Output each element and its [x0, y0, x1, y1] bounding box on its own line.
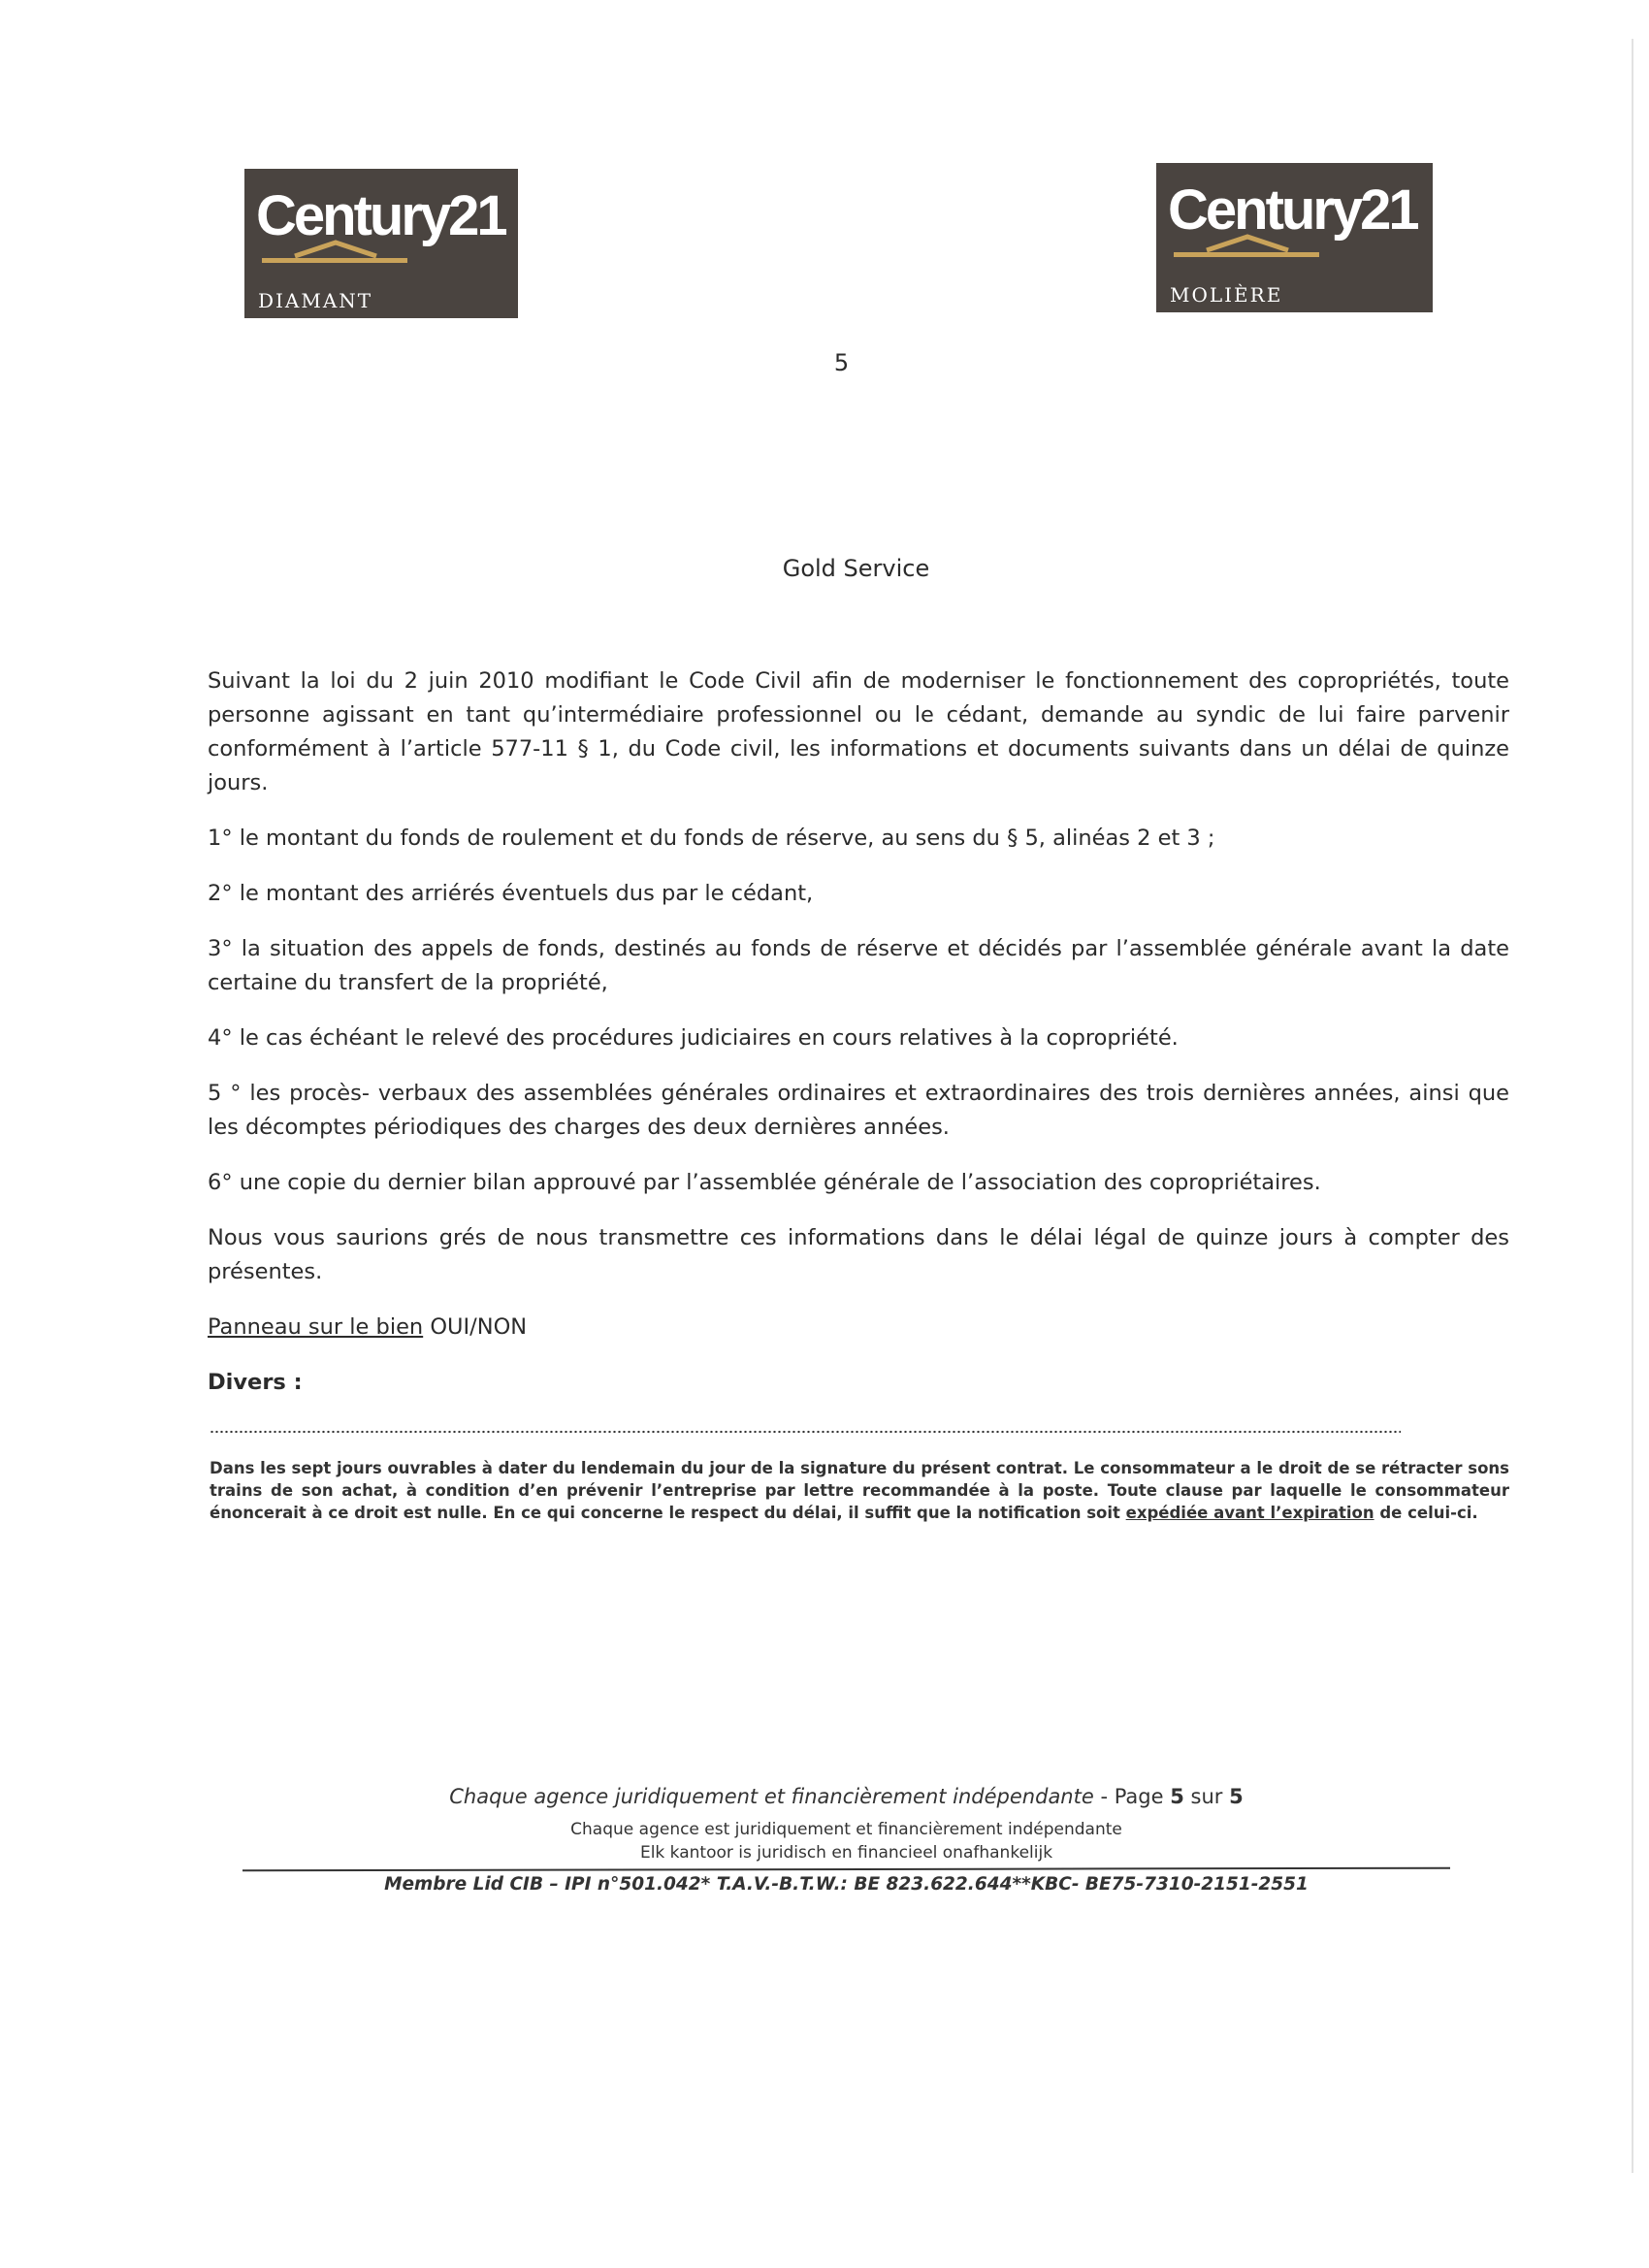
- panneau-label: Panneau sur le bien: [208, 1314, 424, 1340]
- page-number: 5: [833, 349, 850, 376]
- closing-paragraph: Nous vous saurions grés de nous transmettre ces informations dans le délai légal de quinze jours à compter des présentes.: [208, 1225, 1509, 1284]
- scan-edge-mark: [1632, 39, 1633, 2173]
- century21-logo-mark: [1168, 169, 1420, 266]
- footer-page-current: 5: [1170, 1785, 1184, 1808]
- logo-accent-bar: [262, 258, 407, 263]
- century21-diamant-logo: [244, 169, 518, 318]
- dotted-separator: [210, 1430, 1401, 1434]
- legal-text-before: Dans les sept jours ouvrables à dater du lendemain du jour de la signature du présent contrat. Le consommateur a le droit de se rétracter sons trains de son achat, à condition d’en prévenir l’entreprise par lettre recommandée à la poste. Toute clause par laquelle le consommateur énoncerait à ce droit est nulle. En ce qui concerne le respect du délai, il suffit que la notification soit: [210, 1459, 1509, 1522]
- intro-paragraph: Suivant la loi du 2 juin 2010 modifiant le Code Civil afin de moderniser le fonctionnement des copropriétés, toute personne agissant en tant qu’intermédiaire professionnel ou le cédant, demande au syndic de lui faire parvenir conformément à l’article 577-11 § 1, du Code civil, les informations et documents suivants dans un délai de quinze jours.: [208, 668, 1509, 795]
- logo-accent-bar: [1174, 252, 1319, 257]
- list-item: 4° le cas échéant le relevé des procédures judiciaires en cours relatives à la copropriété.: [208, 1025, 1179, 1051]
- footer-rule: [242, 1867, 1450, 1872]
- footer-member-info: Membre Lid CIB – IPI n°501.042* T.A.V.-B.T.W.: BE 823.622.644**KBC- BE75-7310-2151-2551: [384, 1874, 1309, 1895]
- list-item: 2° le montant des arriérés éventuels dus par le cédant,: [208, 881, 814, 906]
- logo-agency-name: DIAMANT: [258, 289, 373, 312]
- legal-notice: [210, 1457, 1509, 1524]
- footer-tagline-text: Chaque agence juridiquement et financièrement indépendante: [449, 1785, 1094, 1808]
- century21-logo-mark: [256, 175, 508, 272]
- footer-tagline: [0, 1785, 1649, 1808]
- footer-page-sep: sur: [1183, 1785, 1230, 1808]
- century21-moliere-logo: [1156, 163, 1433, 312]
- divers-label: Divers :: [208, 1370, 303, 1395]
- logo-brand-text: Century21: [1168, 178, 1417, 242]
- list-item: 5 ° les procès- verbaux des assemblées générales ordinaires et extraordinaires des trois dernières années, ainsi que les décomptes périodiques des charges des deux dernières années.: [208, 1081, 1509, 1140]
- list-item: 1° le montant du fonds de roulement et du fonds de réserve, au sens du § 5, alinéas 2 et 3 ;: [208, 826, 1215, 851]
- footer-page-prefix: - Page: [1093, 1785, 1171, 1808]
- document-body: [208, 664, 1509, 1421]
- panneau-value: OUI/NON: [423, 1314, 528, 1340]
- logo-agency-name: MOLIÈRE: [1170, 283, 1283, 307]
- logo-brand-text: Century21: [256, 184, 505, 247]
- footer-page-total: 5: [1229, 1785, 1244, 1808]
- list-item: 6° une copie du dernier bilan approuvé par l’assemblée générale de l’association des copropriétaires.: [208, 1170, 1321, 1195]
- legal-text-after: de celui-ci.: [1374, 1504, 1478, 1522]
- footer-line-nl: Elk kantoor is juridisch en financieel onafhankelijk: [639, 1843, 1053, 1863]
- panneau-line: [208, 1311, 1509, 1345]
- list-item: 3° la situation des appels de fonds, destinés au fonds de réserve et décidés par l’assemblée générale avant la date certaine du transfert de la propriété,: [208, 936, 1509, 995]
- legal-text-underlined: expédiée avant l’expiration: [1125, 1504, 1374, 1522]
- document-title: Gold Service: [782, 555, 930, 582]
- footer-line-fr: Chaque agence est juridiquement et financièrement indépendante: [570, 1820, 1122, 1839]
